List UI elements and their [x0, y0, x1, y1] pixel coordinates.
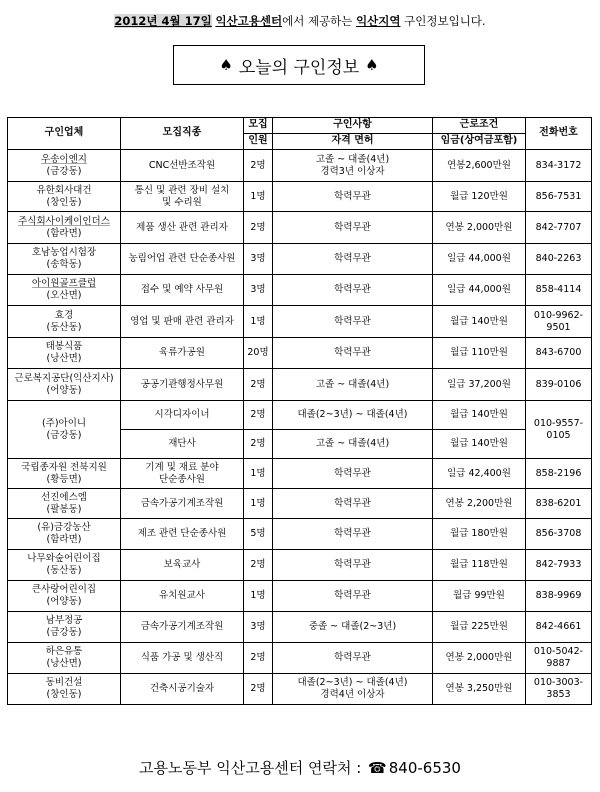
phone-cell: 010-9557-0105: [526, 401, 592, 459]
table-row: [8, 612, 592, 643]
company-name: 효경: [54, 309, 74, 321]
phone-cell: 843-6700: [526, 338, 592, 369]
company-location: (창인동): [46, 689, 82, 700]
count-cell: 5명: [244, 519, 273, 550]
company-cell: [8, 338, 121, 369]
job-cell: 공공기관행정사무원: [121, 369, 244, 401]
requirement-cell: 학력무관: [273, 244, 433, 275]
count-cell: 2명: [244, 674, 273, 705]
company-location: (송학동): [46, 259, 82, 270]
count-cell: 2명: [244, 430, 273, 459]
phone-cell: 842-7933: [526, 550, 592, 581]
title-box: [173, 45, 425, 85]
wage-cell: 월급 110만원: [433, 338, 526, 369]
company-location: (팔봉동): [46, 503, 82, 515]
phone-cell: 838-6201: [526, 489, 592, 519]
company-name: 큰사랑어린이집: [31, 584, 97, 596]
company-location: (어양동): [46, 384, 82, 396]
company-cell: [8, 550, 121, 581]
phone-cell: 858-4114: [526, 275, 592, 306]
phone-cell: 840-2263: [526, 244, 592, 275]
phone-cell: 842-7707: [526, 212, 592, 244]
company-location: (금강동): [46, 429, 82, 441]
company-name: 유한회사대건: [36, 184, 92, 196]
company-cell: [8, 612, 121, 643]
job-cell: 농림어업 관련 단순종사원: [121, 244, 244, 275]
phone-cell: 010-3003-3853: [526, 674, 592, 705]
intro-mid: 에서 제공하는: [282, 14, 357, 28]
count-cell: 1명: [244, 489, 273, 519]
requirement-cell: 학력무관: [273, 519, 433, 550]
company-location: (낭산면): [46, 658, 82, 669]
company-name[interactable]: 아이원골프클럽: [31, 278, 97, 290]
count-cell: 1명: [244, 581, 273, 612]
table-row: [8, 581, 592, 612]
wage-cell: 일급 42,400원: [433, 459, 526, 489]
company-cell: [8, 489, 121, 519]
requirement-cell: 학력무관: [273, 306, 433, 338]
job-cell: 금속가공기계조작원: [121, 489, 244, 519]
company-location: (낭산면): [46, 353, 82, 364]
footer-contact: [0, 757, 600, 778]
company-cell: [8, 519, 121, 550]
count-cell: 3명: [244, 275, 273, 306]
count-cell: 1명: [244, 306, 273, 338]
job-cell: 접수 및 예약 사무원: [121, 275, 244, 306]
wage-cell: 월급 99만원: [433, 581, 526, 612]
table-row: [8, 275, 592, 306]
company-cell: [8, 212, 121, 244]
count-cell: 2명: [244, 150, 273, 182]
phone-cell: 834-3172: [526, 150, 592, 182]
table-row: [8, 489, 592, 519]
wage-cell: 월급 180만원: [433, 519, 526, 550]
header-count-bottom: 인원: [244, 134, 273, 150]
spade-icon: ♠: [365, 56, 379, 74]
company-location: (어양동): [46, 596, 82, 607]
company-location: (함라면): [46, 534, 82, 545]
company-cell: [8, 674, 121, 705]
company-location: (오산면): [46, 290, 82, 301]
job-cell: 재단사: [121, 430, 244, 459]
requirement-cell: 고졸 ~ 대졸(4년): [273, 430, 433, 459]
wage-cell: 월급 118만원: [433, 550, 526, 581]
company-name: (유)금강농산: [37, 522, 91, 534]
intro-center: 익산고용센터: [215, 14, 283, 28]
company-location: (창인동): [46, 196, 82, 208]
job-cell: 금속가공기계조작원: [121, 612, 244, 643]
company-name: 동비건설: [45, 677, 83, 689]
requirement-cell: 대졸(2~3년) ~ 대졸(4년) 경력4년 이상자: [273, 674, 433, 705]
footer-phone: 840-6530: [388, 759, 461, 777]
table-row: [8, 401, 592, 430]
table-row: [8, 519, 592, 550]
header-phone: 전화번호: [526, 118, 592, 150]
company-name: 남부정공: [45, 615, 83, 627]
phone-cell: 856-3708: [526, 519, 592, 550]
intro-region: 익산지역: [356, 14, 401, 28]
job-cell: 식품 가공 및 생산직: [121, 643, 244, 674]
count-cell: 2명: [244, 643, 273, 674]
wage-cell: 월급 140만원: [433, 306, 526, 338]
wage-cell: 연봉 2,000만원: [433, 643, 526, 674]
company-name[interactable]: 주식회사이케이인더스: [18, 215, 110, 227]
job-cell: 기계 및 재료 분야 단순종사원: [121, 459, 244, 489]
table-row: [8, 550, 592, 581]
wage-cell: 일급 44,000원: [433, 275, 526, 306]
job-cell: 유치원교사: [121, 581, 244, 612]
requirement-cell: 대졸(2~3년) ~ 대졸(4년): [273, 401, 433, 430]
page-title: 오늘의 구인정보: [238, 57, 360, 78]
wage-cell: 연봉 3,250만원: [433, 674, 526, 705]
requirement-cell: 고졸 ~ 대졸(4년): [273, 369, 433, 401]
job-table: [7, 117, 592, 705]
requirement-cell: 학력무관: [273, 489, 433, 519]
intro-line: [0, 13, 600, 29]
phone-cell: 838-9969: [526, 581, 592, 612]
intro-date: 2012년 4월 17일: [114, 14, 212, 28]
company-cell: [8, 643, 121, 674]
company-cell: [8, 244, 121, 275]
wage-cell: 월급 140만원: [433, 430, 526, 459]
job-cell: 시각디자이너: [121, 401, 244, 430]
requirement-cell: 학력무관: [273, 550, 433, 581]
requirement-cell: 학력무관: [273, 275, 433, 306]
count-cell: 3명: [244, 244, 273, 275]
company-location: (함라면): [46, 227, 82, 239]
wage-cell: 일급 37,200원: [433, 369, 526, 401]
count-cell: 2명: [244, 212, 273, 244]
company-cell: [8, 459, 121, 489]
company-name: 선진에스엠: [41, 491, 87, 503]
job-cell: 육류가공원: [121, 338, 244, 369]
phone-cell: 839-0106: [526, 369, 592, 401]
requirement-cell: 학력무관: [273, 182, 433, 212]
wage-cell: 월급 120만원: [433, 182, 526, 212]
header-req-bottom: 자격 면허: [273, 134, 433, 150]
phone-cell: 842-4661: [526, 612, 592, 643]
table-row: [8, 674, 592, 705]
header-company: 구인업체: [8, 118, 121, 150]
count-cell: 3명: [244, 612, 273, 643]
wage-cell: 연봉 2,000만원: [433, 212, 526, 244]
intro-end: 구인정보입니다.: [400, 14, 486, 28]
table-row: [8, 150, 592, 182]
count-cell: 2명: [244, 369, 273, 401]
requirement-cell: 학력무관: [273, 643, 433, 674]
phone-cell: 010-9962-9501: [526, 306, 592, 338]
company-location: (동산동): [46, 321, 82, 333]
count-cell: 20명: [244, 338, 273, 369]
footer-text: 고용노동부 익산고용센터 연락처 :: [139, 759, 367, 777]
wage-cell: 월급 140만원: [433, 401, 526, 430]
table-row: [8, 306, 592, 338]
count-cell: 1명: [244, 182, 273, 212]
company-name: 근로복지공단(익산지사): [14, 372, 114, 384]
company-name: 호남농업시험장: [31, 247, 97, 259]
header-cond-bottom: 임금(상여금포함): [433, 134, 526, 150]
header-cond-top: 근로조건: [433, 118, 526, 134]
table-row: [8, 338, 592, 369]
company-location: (동산동): [46, 565, 82, 576]
header-req-top: 구인사항: [273, 118, 433, 134]
header-job: 모집직종: [121, 118, 244, 150]
job-cell: 영업 및 판매 관련 관리자: [121, 306, 244, 338]
company-cell: [8, 369, 121, 401]
table-row: [8, 459, 592, 489]
wage-cell: 월급 225만원: [433, 612, 526, 643]
phone-cell: 856-7531: [526, 182, 592, 212]
job-cell: CNC선반조작원: [121, 150, 244, 182]
table-row: [8, 212, 592, 244]
requirement-cell: 학력무관: [273, 581, 433, 612]
count-cell: 1명: [244, 459, 273, 489]
job-cell: 제품 생산 관련 관리자: [121, 212, 244, 244]
phone-cell: 858-2196: [526, 459, 592, 489]
table-row: [8, 182, 592, 212]
company-cell: [8, 150, 121, 182]
job-cell: 제조 관련 단순종사원: [121, 519, 244, 550]
company-name: 국립종자원 전북지원: [21, 461, 107, 473]
wage-cell: 일급 44,000원: [433, 244, 526, 275]
company-name: (주)아이니: [41, 417, 87, 429]
requirement-cell: 학력무관: [273, 338, 433, 369]
job-cell: 통신 및 관련 장비 설치 및 수리원: [121, 182, 244, 212]
requirement-cell: 학력무관: [273, 459, 433, 489]
company-cell: [8, 581, 121, 612]
company-name[interactable]: 우송이엔지: [41, 153, 87, 165]
requirement-cell: 학력무관: [273, 212, 433, 244]
wage-cell: 연봉 2,200만원: [433, 489, 526, 519]
requirement-cell: 중졸 ~ 대졸(2~3년): [273, 612, 433, 643]
count-cell: 2명: [244, 401, 273, 430]
job-cell: 건축시공기술자: [121, 674, 244, 705]
header-count-top: 모집: [244, 118, 273, 134]
company-name: 나무와숲어린이집: [27, 553, 101, 565]
company-cell: [8, 182, 121, 212]
company-location: (황등면): [46, 473, 82, 485]
phone-icon: ☎: [368, 759, 387, 777]
spade-icon: ♠: [219, 56, 233, 74]
table-row: [8, 244, 592, 275]
requirement-cell: 고졸 ~ 대졸(4년) 경력3년 이상자: [273, 150, 433, 182]
table-row: [8, 643, 592, 674]
company-cell: [8, 401, 121, 459]
company-location: (금강동): [46, 165, 82, 177]
wage-cell: 연봉2,600만원: [433, 150, 526, 182]
company-cell: [8, 306, 121, 338]
company-name: 태봉식품: [45, 341, 83, 353]
table-row: [8, 369, 592, 401]
company-location: (금강동): [46, 627, 82, 638]
company-cell: [8, 275, 121, 306]
company-name: 하은유통: [45, 646, 83, 658]
phone-cell: 010-5042-9887: [526, 643, 592, 674]
job-cell: 보육교사: [121, 550, 244, 581]
count-cell: 2명: [244, 550, 273, 581]
